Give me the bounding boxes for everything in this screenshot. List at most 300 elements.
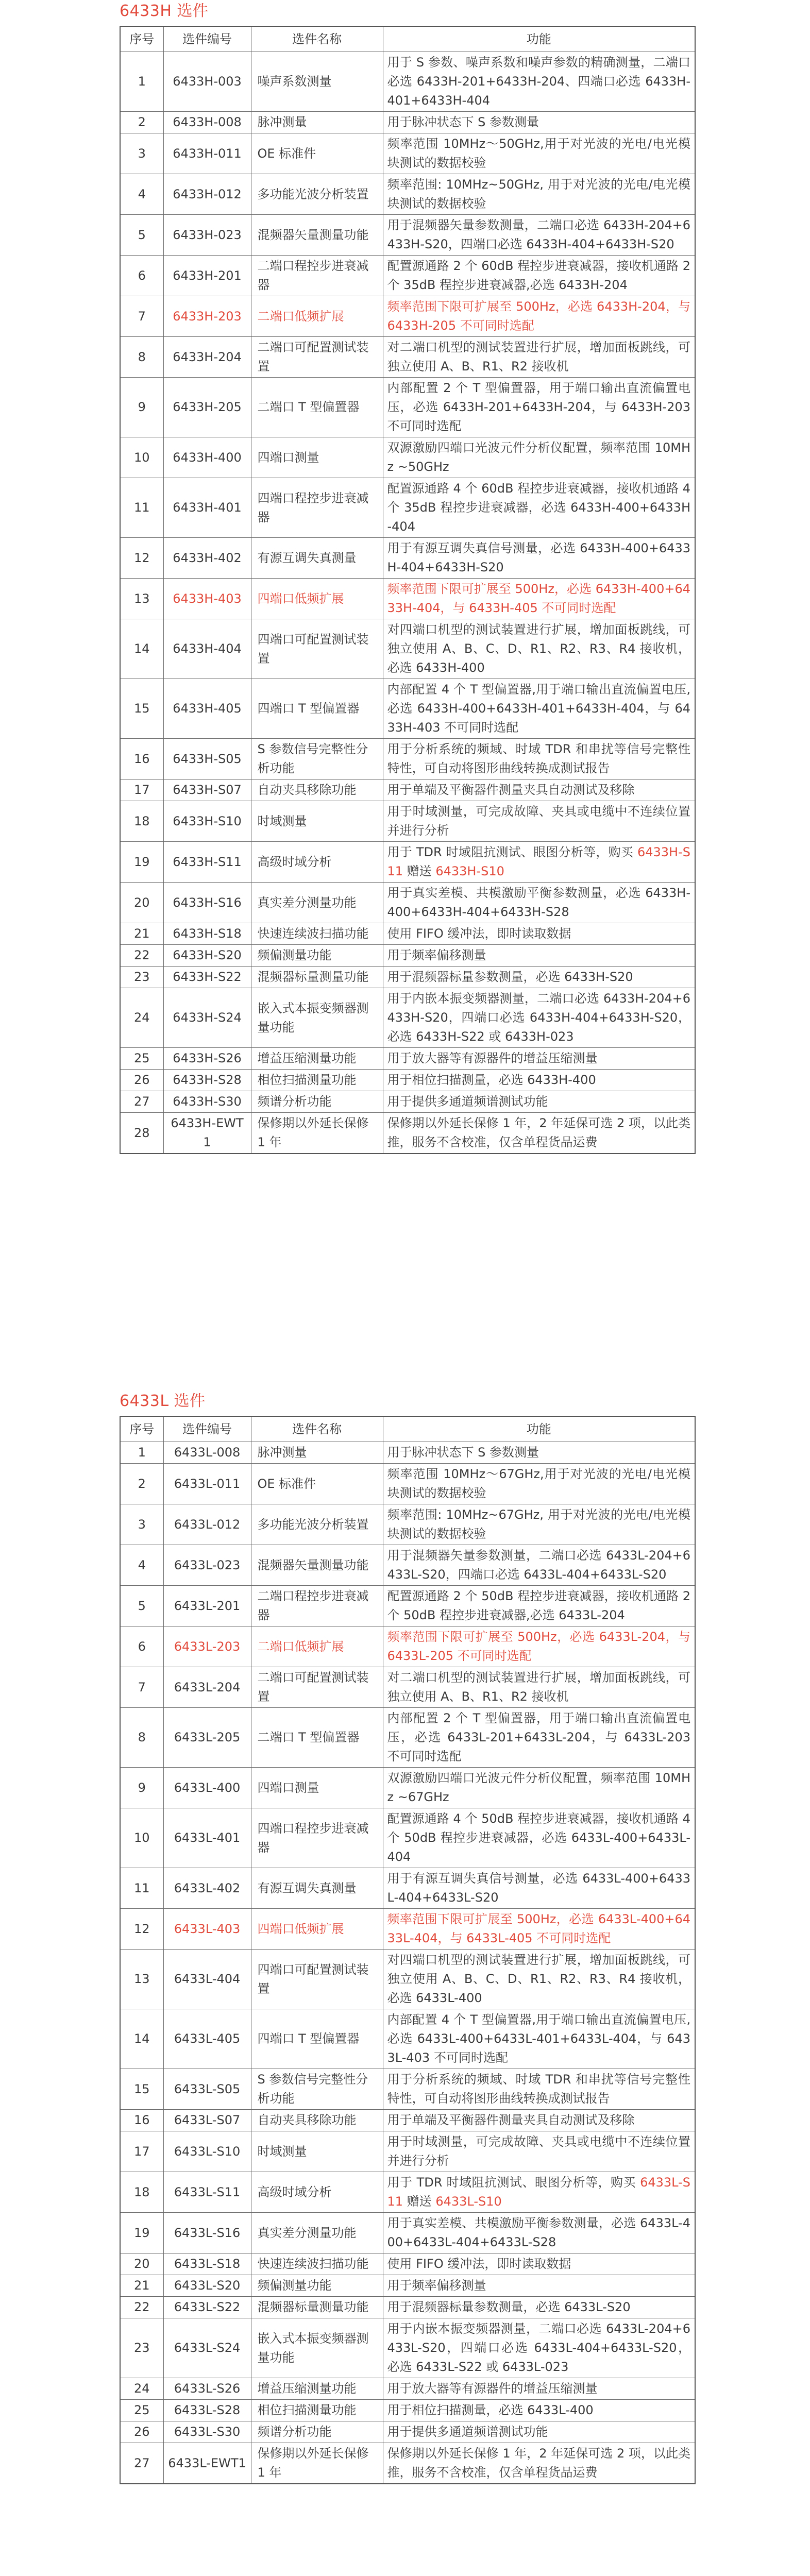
row-number: 11 bbox=[120, 478, 163, 538]
table-row bbox=[120, 739, 695, 779]
option-name: 四端口测量 bbox=[251, 437, 383, 478]
option-code: 6433H-404 bbox=[163, 619, 251, 679]
option-code: 6433L-012 bbox=[163, 1504, 251, 1545]
option-name: 自动夹具移除功能 bbox=[251, 2110, 383, 2131]
option-function: 频率范围下限可扩展至 500Hz，必选 6433L-400+6433L-404，与 6433L-405 不可同时选配 bbox=[383, 1909, 695, 1950]
row-number: 16 bbox=[120, 2110, 163, 2131]
row-number: 27 bbox=[120, 2443, 163, 2484]
table-row bbox=[120, 1909, 695, 1950]
row-number: 27 bbox=[120, 1091, 163, 1113]
row-number: 15 bbox=[120, 679, 163, 739]
option-code: 6433L-EWT1 bbox=[163, 2443, 251, 2484]
table-row bbox=[120, 2009, 695, 2069]
option-name: S 参数信号完整性分析功能 bbox=[251, 739, 383, 779]
option-code: 6433L-S07 bbox=[163, 2110, 251, 2131]
option-function: 用于提供多通道频谱测试功能 bbox=[383, 2421, 695, 2443]
row-number: 16 bbox=[120, 739, 163, 779]
option-name: 二端口低频扩展 bbox=[251, 1626, 383, 1667]
row-number: 5 bbox=[120, 215, 163, 256]
table-row bbox=[120, 1950, 695, 2009]
option-name: 四端口低频扩展 bbox=[251, 579, 383, 619]
row-number: 2 bbox=[120, 112, 163, 133]
option-name: S 参数信号完整性分析功能 bbox=[251, 2069, 383, 2110]
section-title: 6433L 选件 bbox=[120, 1392, 206, 1410]
row-number: 12 bbox=[120, 1909, 163, 1950]
row-number: 5 bbox=[120, 1586, 163, 1626]
table-row bbox=[120, 174, 695, 215]
option-name: 混频器矢量测量功能 bbox=[251, 215, 383, 256]
option-function bbox=[383, 842, 695, 883]
option-function: 用于有源互调失真信号测量，必选 6433H-400+6433H-404+6433H-S20 bbox=[383, 538, 695, 579]
option-code: 6433L-S16 bbox=[163, 2213, 251, 2253]
option-name: 二端口 T 型偏置器 bbox=[251, 378, 383, 437]
option-name: 真实差分测量功能 bbox=[251, 2213, 383, 2253]
option-name: 快速连续波扫描功能 bbox=[251, 2253, 383, 2275]
option-code: 6433L-S24 bbox=[163, 2318, 251, 2378]
option-code: 6433H-S26 bbox=[163, 1048, 251, 1070]
option-function: 用于相位扫描测量，必选 6433L-400 bbox=[383, 2400, 695, 2421]
row-number: 4 bbox=[120, 174, 163, 215]
option-name: 频偏测量功能 bbox=[251, 2275, 383, 2297]
option-name: 保修期以外延长保修 1 年 bbox=[251, 2443, 383, 2484]
table-header-row bbox=[120, 1416, 695, 1442]
option-code: 6433L-201 bbox=[163, 1586, 251, 1626]
option-code: 6433H-405 bbox=[163, 679, 251, 739]
option-code: 6433H-S16 bbox=[163, 883, 251, 923]
option-code: 6433H-400 bbox=[163, 437, 251, 478]
row-number: 11 bbox=[120, 1868, 163, 1909]
header-function: 功能 bbox=[383, 26, 695, 52]
row-number: 14 bbox=[120, 619, 163, 679]
section-6433l bbox=[120, 1391, 695, 2484]
option-code: 6433H-201 bbox=[163, 256, 251, 296]
row-number: 4 bbox=[120, 1545, 163, 1586]
row-number: 20 bbox=[120, 2253, 163, 2275]
option-code: 6433L-008 bbox=[163, 1442, 251, 1464]
option-name: 脉冲测量 bbox=[251, 112, 383, 133]
row-number: 21 bbox=[120, 2275, 163, 2297]
option-code: 6433H-403 bbox=[163, 579, 251, 619]
table-row bbox=[120, 579, 695, 619]
option-name: 四端口 T 型偏置器 bbox=[251, 2009, 383, 2069]
option-code: 6433H-204 bbox=[163, 337, 251, 378]
option-code: 6433L-S28 bbox=[163, 2400, 251, 2421]
option-name: 时域测量 bbox=[251, 801, 383, 842]
option-function: 频率范围 10MHz～50GHz,用于对光波的光电/电光模块测试的数据校验 bbox=[383, 133, 695, 174]
option-name: 增益压缩测量功能 bbox=[251, 2378, 383, 2400]
option-code: 6433H-203 bbox=[163, 296, 251, 337]
row-number: 13 bbox=[120, 579, 163, 619]
option-name: 二端口 T 型偏置器 bbox=[251, 1708, 383, 1768]
option-function: 用于单端及平衡器件测量夹具自动测试及移除 bbox=[383, 2110, 695, 2131]
option-code: 6433H-S22 bbox=[163, 967, 251, 988]
table-row bbox=[120, 1070, 695, 1091]
table-row bbox=[120, 2110, 695, 2131]
header-code: 选件编号 bbox=[163, 26, 251, 52]
row-number: 15 bbox=[120, 2069, 163, 2110]
option-name: 二端口可配置测试装置 bbox=[251, 1667, 383, 1708]
table-row bbox=[120, 988, 695, 1048]
option-name: 快速连续波扫描功能 bbox=[251, 923, 383, 945]
option-name: OE 标准件 bbox=[251, 1464, 383, 1504]
option-code: 6433H-S11 bbox=[163, 842, 251, 883]
header-function: 功能 bbox=[383, 1416, 695, 1442]
option-function: 对二端口机型的测试装置进行扩展，增加面板跳线，可独立使用 A、B、R1、R2 接收机 bbox=[383, 337, 695, 378]
table-row bbox=[120, 1048, 695, 1070]
row-number: 17 bbox=[120, 2131, 163, 2172]
table-body bbox=[120, 1442, 695, 2484]
option-function: 用于混频器矢量参数测量，二端口必选 6433H-204+6433H-S20，四端口必选 6433H-404+6433H-S20 bbox=[383, 215, 695, 256]
option-function: 使用 FIFO 缓冲法，即时读取数据 bbox=[383, 2253, 695, 2275]
row-number: 24 bbox=[120, 2378, 163, 2400]
option-name: 混频器标量测量功能 bbox=[251, 2297, 383, 2318]
option-function: 用于 S 参数、噪声系数和噪声参数的精确测量，二端口必选 6433H-201+6433H-204、四端口必选 6433H-401+6433H-404 bbox=[383, 52, 695, 112]
option-name: 多功能光波分析装置 bbox=[251, 174, 383, 215]
option-code: 6433L-S26 bbox=[163, 2378, 251, 2400]
option-name: 四端口测量 bbox=[251, 1768, 383, 1808]
option-code: 6433H-EWT1 bbox=[163, 1113, 251, 1154]
option-function: 保修期以外延长保修 1 年，2 年延保可选 2 项，以此类推，服务不含校准，仅含单程货品运费 bbox=[383, 2443, 695, 2484]
option-function: 配置源通路 4 个 50dB 程控步进衰减器，接收机通路 4 个 50dB 程控步进衰减器，必选 6433L-400+6433L-404 bbox=[383, 1808, 695, 1868]
row-number: 21 bbox=[120, 923, 163, 945]
table-row bbox=[120, 1667, 695, 1708]
option-function: 用于混频器矢量参数测量，二端口必选 6433L-204+6433L-S20，四端口必选 6433L-404+6433L-S20 bbox=[383, 1545, 695, 1586]
option-code: 6433H-S18 bbox=[163, 923, 251, 945]
table-row bbox=[120, 437, 695, 478]
option-code: 6433L-404 bbox=[163, 1950, 251, 2009]
row-number: 12 bbox=[120, 538, 163, 579]
row-number: 3 bbox=[120, 133, 163, 174]
table-row bbox=[120, 945, 695, 967]
row-number: 24 bbox=[120, 988, 163, 1048]
option-function: 用于提供多通道频谱测试功能 bbox=[383, 1091, 695, 1113]
table-row bbox=[120, 923, 695, 945]
table-row bbox=[120, 2131, 695, 2172]
option-function: 用于时域测量，可完成故障、夹具或电缆中不连续位置并进行分析 bbox=[383, 801, 695, 842]
option-function: 频率范围: 10MHz~50GHz, 用于对光波的光电/电光模块测试的数据校验 bbox=[383, 174, 695, 215]
table-row bbox=[120, 967, 695, 988]
option-code: 6433L-S05 bbox=[163, 2069, 251, 2110]
option-name: 四端口程控步进衰减器 bbox=[251, 478, 383, 538]
option-function: 对四端口机型的测试装置进行扩展，增加面板跳线，可独立使用 A、B、C、D、R1、R2、R3、R4 接收机，必选 6433H-400 bbox=[383, 619, 695, 679]
header-no: 序号 bbox=[120, 1416, 163, 1442]
table-row bbox=[120, 842, 695, 883]
option-name: 噪声系数测量 bbox=[251, 52, 383, 112]
row-number: 28 bbox=[120, 1113, 163, 1154]
option-function: 双源激励四端口光波元件分析仪配置，频率范围 10MHz ~67GHz bbox=[383, 1768, 695, 1808]
option-name: 保修期以外延长保修 1 年 bbox=[251, 1113, 383, 1154]
row-number: 6 bbox=[120, 1626, 163, 1667]
option-name: 四端口可配置测试装置 bbox=[251, 619, 383, 679]
option-function: 用于放大器等有源器件的增益压缩测量 bbox=[383, 1048, 695, 1070]
table-row bbox=[120, 679, 695, 739]
option-function: 用于混频器标量参数测量，必选 6433L-S20 bbox=[383, 2297, 695, 2318]
row-number: 10 bbox=[120, 1808, 163, 1868]
option-function: 内部配置 2 个 T 型偏置器，用于端口输出直流偏置电压，必选 6433H-201+6433H-204，与 6433H-203 不可同时选配 bbox=[383, 378, 695, 437]
option-code: 6433H-012 bbox=[163, 174, 251, 215]
option-name: 二端口可配置测试装置 bbox=[251, 337, 383, 378]
option-function: 用于脉冲状态下 S 参数测量 bbox=[383, 1442, 695, 1464]
option-name: 二端口程控步进衰减器 bbox=[251, 1586, 383, 1626]
table-row bbox=[120, 1545, 695, 1586]
option-function: 频率范围下限可扩展至 500Hz，必选 6433L-204，与 6433L-205 不可同时选配 bbox=[383, 1626, 695, 1667]
options-table bbox=[120, 1416, 696, 2484]
option-function: 用于脉冲状态下 S 参数测量 bbox=[383, 112, 695, 133]
table-row bbox=[120, 2318, 695, 2378]
option-name: 四端口 T 型偏置器 bbox=[251, 679, 383, 739]
table-row bbox=[120, 1504, 695, 1545]
row-number: 2 bbox=[120, 1464, 163, 1504]
table-row bbox=[120, 296, 695, 337]
option-function: 频率范围下限可扩展至 500Hz，必选 6433H-400+6433H-404，与 6433H-405 不可同时选配 bbox=[383, 579, 695, 619]
option-code: 6433H-S05 bbox=[163, 739, 251, 779]
option-code: 6433L-S22 bbox=[163, 2297, 251, 2318]
option-code: 6433H-S28 bbox=[163, 1070, 251, 1091]
table-row bbox=[120, 1464, 695, 1504]
table-row bbox=[120, 112, 695, 133]
row-number: 18 bbox=[120, 2172, 163, 2213]
option-name: 二端口程控步进衰减器 bbox=[251, 256, 383, 296]
option-function: 频率范围: 10MHz~67GHz, 用于对光波的光电/电光模块测试的数据校验 bbox=[383, 1504, 695, 1545]
row-number: 26 bbox=[120, 1070, 163, 1091]
option-code: 6433L-204 bbox=[163, 1667, 251, 1708]
row-number: 7 bbox=[120, 1667, 163, 1708]
option-code: 6433H-008 bbox=[163, 112, 251, 133]
row-number: 7 bbox=[120, 296, 163, 337]
option-function: 内部配置 4 个 T 型偏置器,用于端口输出直流偏置电压,必选 6433L-400+6433L-401+6433L-404，与 6433L-403 不可同时选配 bbox=[383, 2009, 695, 2069]
option-name: 有源互调失真测量 bbox=[251, 1868, 383, 1909]
option-function: 用于混频器标量参数测量，必选 6433H-S20 bbox=[383, 967, 695, 988]
option-function: 用于相位扫描测量，必选 6433H-400 bbox=[383, 1070, 695, 1091]
table-row bbox=[120, 1768, 695, 1808]
option-code: 6433H-023 bbox=[163, 215, 251, 256]
table-row bbox=[120, 1868, 695, 1909]
row-number: 17 bbox=[120, 779, 163, 801]
option-name: 有源互调失真测量 bbox=[251, 538, 383, 579]
option-function: 保修期以外延长保修 1 年，2 年延保可选 2 项，以此类推，服务不含校准，仅含单程货品运费 bbox=[383, 1113, 695, 1154]
option-function: 用于时域测量，可完成故障、夹具或电缆中不连续位置并进行分析 bbox=[383, 2131, 695, 2172]
table-row bbox=[120, 538, 695, 579]
option-name: 四端口低频扩展 bbox=[251, 1909, 383, 1950]
option-function: 对四端口机型的测试装置进行扩展，增加面板跳线，可独立使用 A、B、C、D、R1、R2、R3、R4 接收机，必选 6433L-400 bbox=[383, 1950, 695, 2009]
option-name: 频谱分析功能 bbox=[251, 1091, 383, 1113]
option-code: 6433L-405 bbox=[163, 2009, 251, 2069]
option-name: 多功能光波分析装置 bbox=[251, 1504, 383, 1545]
table-row bbox=[120, 2297, 695, 2318]
row-number: 1 bbox=[120, 1442, 163, 1464]
option-name: 时域测量 bbox=[251, 2131, 383, 2172]
table-row bbox=[120, 1113, 695, 1154]
option-name: 四端口可配置测试装置 bbox=[251, 1950, 383, 2009]
option-name: 混频器矢量测量功能 bbox=[251, 1545, 383, 1586]
row-number: 25 bbox=[120, 1048, 163, 1070]
table-row bbox=[120, 2275, 695, 2297]
option-code: 6433L-401 bbox=[163, 1808, 251, 1868]
table-row bbox=[120, 2069, 695, 2110]
row-number: 23 bbox=[120, 2318, 163, 2378]
row-number: 26 bbox=[120, 2421, 163, 2443]
table-row bbox=[120, 133, 695, 174]
option-name: 相位扫描测量功能 bbox=[251, 2400, 383, 2421]
option-name: 脉冲测量 bbox=[251, 1442, 383, 1464]
highlighted-code: 6433L-S10 bbox=[435, 2194, 502, 2209]
option-function: 对二端口机型的测试装置进行扩展，增加面板跳线，可独立使用 A、B、R1、R2 接收机 bbox=[383, 1667, 695, 1708]
table-row bbox=[120, 2378, 695, 2400]
table-row bbox=[120, 779, 695, 801]
option-code: 6433H-011 bbox=[163, 133, 251, 174]
option-function: 用于单端及平衡器件测量夹具自动测试及移除 bbox=[383, 779, 695, 801]
table-row bbox=[120, 256, 695, 296]
option-code: 6433H-402 bbox=[163, 538, 251, 579]
table-row bbox=[120, 2400, 695, 2421]
option-code: 6433L-S30 bbox=[163, 2421, 251, 2443]
option-name: OE 标准件 bbox=[251, 133, 383, 174]
option-code: 6433L-011 bbox=[163, 1464, 251, 1504]
option-code: 6433L-400 bbox=[163, 1768, 251, 1808]
option-name: 真实差分测量功能 bbox=[251, 883, 383, 923]
function-text: 用于 TDR 时域阻抗测试、眼图分析等，购买 bbox=[387, 2175, 640, 2190]
table-row bbox=[120, 2421, 695, 2443]
option-function: 用于有源互调失真信号测量，必选 6433L-400+6433L-404+6433L-S20 bbox=[383, 1868, 695, 1909]
option-name: 频偏测量功能 bbox=[251, 945, 383, 967]
option-code: 6433L-203 bbox=[163, 1626, 251, 1667]
highlighted-code: 6433H-S11 bbox=[387, 845, 690, 878]
table-row bbox=[120, 2213, 695, 2253]
header-code: 选件编号 bbox=[163, 1416, 251, 1442]
option-name: 嵌入式本振变频器测量功能 bbox=[251, 2318, 383, 2378]
option-name: 相位扫描测量功能 bbox=[251, 1070, 383, 1091]
table-row bbox=[120, 1442, 695, 1464]
table-row bbox=[120, 2253, 695, 2275]
option-name: 嵌入式本振变频器测量功能 bbox=[251, 988, 383, 1048]
table-row bbox=[120, 619, 695, 679]
row-number: 23 bbox=[120, 967, 163, 988]
function-text: 赠送 bbox=[403, 864, 436, 878]
row-number: 8 bbox=[120, 337, 163, 378]
option-name: 高级时域分析 bbox=[251, 842, 383, 883]
table-row bbox=[120, 478, 695, 538]
option-code: 6433H-S20 bbox=[163, 945, 251, 967]
option-function: 用于真实差模、共模激励平衡参数测量，必选 6433H-400+6433H-404+6433H-S28 bbox=[383, 883, 695, 923]
table-row bbox=[120, 337, 695, 378]
row-number: 22 bbox=[120, 2297, 163, 2318]
option-function: 用于频率偏移测量 bbox=[383, 945, 695, 967]
header-name: 选件名称 bbox=[251, 1416, 383, 1442]
option-name: 增益压缩测量功能 bbox=[251, 1048, 383, 1070]
row-number: 1 bbox=[120, 52, 163, 112]
option-code: 6433L-S20 bbox=[163, 2275, 251, 2297]
table-row bbox=[120, 1708, 695, 1768]
option-code: 6433L-S11 bbox=[163, 2172, 251, 2213]
table-row bbox=[120, 2443, 695, 2484]
option-name: 四端口程控步进衰减器 bbox=[251, 1808, 383, 1868]
table-body bbox=[120, 52, 695, 1154]
options-table bbox=[120, 26, 696, 1154]
table-row bbox=[120, 1808, 695, 1868]
row-number: 13 bbox=[120, 1950, 163, 2009]
option-function: 频率范围下限可扩展至 500Hz，必选 6433H-204，与 6433H-205 不可同时选配 bbox=[383, 296, 695, 337]
table-row bbox=[120, 378, 695, 437]
option-function: 频率范围 10MHz～67GHz,用于对光波的光电/电光模块测试的数据校验 bbox=[383, 1464, 695, 1504]
option-function: 配置源通路 2 个 60dB 程控步进衰减器，接收机通路 2 个 35dB 程控步进衰减器,必选 6433H-204 bbox=[383, 256, 695, 296]
table-row bbox=[120, 215, 695, 256]
table-row bbox=[120, 1091, 695, 1113]
row-number: 3 bbox=[120, 1504, 163, 1545]
option-code: 6433L-023 bbox=[163, 1545, 251, 1586]
row-number: 25 bbox=[120, 2400, 163, 2421]
option-code: 6433L-S10 bbox=[163, 2131, 251, 2172]
table-row bbox=[120, 883, 695, 923]
row-number: 19 bbox=[120, 842, 163, 883]
row-number: 10 bbox=[120, 437, 163, 478]
option-function: 内部配置 4 个 T 型偏置器,用于端口输出直流偏置电压,必选 6433H-400+6433H-401+6433H-404，与 6433H-403 不可同时选配 bbox=[383, 679, 695, 739]
option-function: 用于分析系统的频域、时域 TDR 和串扰等信号完整性特性，可自动将图形曲线转换成测试报告 bbox=[383, 2069, 695, 2110]
option-code: 6433H-401 bbox=[163, 478, 251, 538]
highlighted-code: 6433H-S10 bbox=[435, 864, 504, 878]
row-number: 6 bbox=[120, 256, 163, 296]
option-code: 6433L-403 bbox=[163, 1909, 251, 1950]
option-name: 混频器标量测量功能 bbox=[251, 967, 383, 988]
section-6433h bbox=[120, 1, 695, 1154]
row-number: 20 bbox=[120, 883, 163, 923]
option-function: 用于放大器等有源器件的增益压缩测量 bbox=[383, 2378, 695, 2400]
option-name: 高级时域分析 bbox=[251, 2172, 383, 2213]
option-function: 用于频率偏移测量 bbox=[383, 2275, 695, 2297]
option-function: 使用 FIFO 缓冲法，即时读取数据 bbox=[383, 923, 695, 945]
table-header-row bbox=[120, 26, 695, 52]
row-number: 22 bbox=[120, 945, 163, 967]
option-code: 6433H-205 bbox=[163, 378, 251, 437]
option-function: 双源激励四端口光波元件分析仪配置，频率范围 10MHz ~50GHz bbox=[383, 437, 695, 478]
option-function: 内部配置 2 个 T 型偏置器，用于端口输出直流偏置电压，必选 6433L-201+6433L-204，与 6433L-203 不可同时选配 bbox=[383, 1708, 695, 1768]
table-row bbox=[120, 1586, 695, 1626]
option-function: 用于内嵌本振变频器测量，二端口必选 6433H-204+6433H-S20，四端口必选 6433H-404+6433H-S20，必选 6433H-S22 或 6433H-023 bbox=[383, 988, 695, 1048]
option-function: 配置源通路 4 个 60dB 程控步进衰减器，接收机通路 4 个 35dB 程控步进衰减器，必选 6433H-400+6433H-404 bbox=[383, 478, 695, 538]
option-name: 二端口低频扩展 bbox=[251, 296, 383, 337]
option-function bbox=[383, 2172, 695, 2213]
option-code: 6433H-S24 bbox=[163, 988, 251, 1048]
option-function: 配置源通路 2 个 50dB 程控步进衰减器，接收机通路 2 个 50dB 程控步进衰减器,必选 6433L-204 bbox=[383, 1586, 695, 1626]
row-number: 19 bbox=[120, 2213, 163, 2253]
option-code: 6433L-402 bbox=[163, 1868, 251, 1909]
table-row bbox=[120, 2172, 695, 2213]
option-code: 6433H-S30 bbox=[163, 1091, 251, 1113]
table-row bbox=[120, 1626, 695, 1667]
row-number: 18 bbox=[120, 801, 163, 842]
option-name: 自动夹具移除功能 bbox=[251, 779, 383, 801]
section-title: 6433H 选件 bbox=[120, 2, 209, 20]
option-function: 用于真实差模、共模激励平衡参数测量，必选 6433L-400+6433L-404+6433L-S28 bbox=[383, 2213, 695, 2253]
function-text: 赠送 bbox=[403, 2194, 436, 2209]
option-function: 用于内嵌本振变频器测量，二端口必选 6433L-204+6433L-S20，四端口必选 6433L-404+6433L-S20，必选 6433L-S22 或 6433L-023 bbox=[383, 2318, 695, 2378]
option-code: 6433L-205 bbox=[163, 1708, 251, 1768]
header-name: 选件名称 bbox=[251, 26, 383, 52]
table-row bbox=[120, 801, 695, 842]
highlighted-code: 6433L-S11 bbox=[387, 2175, 690, 2209]
option-code: 6433H-003 bbox=[163, 52, 251, 112]
header-no: 序号 bbox=[120, 26, 163, 52]
row-number: 9 bbox=[120, 378, 163, 437]
row-number: 9 bbox=[120, 1768, 163, 1808]
option-code: 6433H-S07 bbox=[163, 779, 251, 801]
option-code: 6433L-S18 bbox=[163, 2253, 251, 2275]
row-number: 8 bbox=[120, 1708, 163, 1768]
function-text: 用于 TDR 时域阻抗测试、眼图分析等，购买 bbox=[387, 845, 637, 859]
option-name: 频谱分析功能 bbox=[251, 2421, 383, 2443]
option-function: 用于分析系统的频域、时域 TDR 和串扰等信号完整性特性，可自动将图形曲线转换成测试报告 bbox=[383, 739, 695, 779]
row-number: 14 bbox=[120, 2009, 163, 2069]
table-row bbox=[120, 52, 695, 112]
